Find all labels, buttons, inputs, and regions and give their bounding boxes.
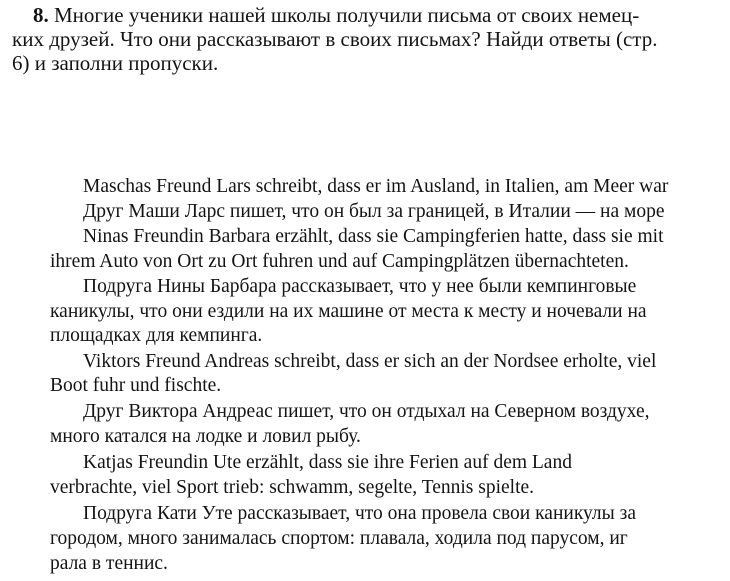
paragraph-line: Подруга Кати Уте рассказывает, что она провела свои каникулы за (83, 503, 636, 524)
task-line-1 (33, 3, 639, 27)
task-number: 8. (33, 3, 49, 27)
task-line-1-text: Многие ученики нашей школы получили письма от своих немец- (48, 3, 640, 27)
paragraph-line: Ninas Freundin Barbara erzählt, dass sie Campingferien hatte, dass sie mit (83, 226, 664, 247)
paragraph-line: Maschas Freund Lars schreibt, dass er im Ausland, in Italien, am Meer war (83, 176, 669, 197)
paragraph-line: рала в теннис. (50, 553, 168, 574)
paragraph-line: Boot fuhr und fischte. (50, 375, 222, 396)
paragraph-line: Katjas Freundin Ute erzählt, dass sie ihre Ferien auf dem Land (83, 452, 572, 473)
paragraph-line: Подруга Нины Барбара рассказывает, что у нее были кемпинговые (83, 276, 637, 297)
paragraph-line: Viktors Freund Andreas schreibt, dass er sich an der Nordsee erholte, viel (83, 351, 657, 372)
paragraph-line: городом, много занималась спортом: плавала, ходила под парусом, иг (50, 528, 628, 549)
task-line-3: 6) и заполни пропуски. (12, 51, 219, 75)
paragraph-line: площадках для кемпинга. (50, 325, 263, 346)
paragraph-line: verbrachte, viel Sport trieb: schwamm, segelte, Tennis spielte. (50, 477, 535, 498)
paragraph-line: Друг Маши Ларс пишет, что он был за границей, в Италии — на море (83, 201, 665, 222)
paragraph-line: много катался на лодке и ловил рыбу. (50, 426, 361, 447)
paragraph-line: ihrem Auto von Ort zu Ort fuhren und auf Campingplätzen übernachteten. (50, 251, 629, 272)
paragraph-line: Друг Виктора Андреас пишет, что он отдыхал на Северном воздухе, (83, 401, 650, 422)
task-line-2: ких друзей. Что они рассказывают в своих письмах? Найди ответы (стр. (12, 27, 658, 51)
paragraph-line: каникулы, что они ездили на их машине от места к месту и ночевали на (50, 301, 647, 322)
